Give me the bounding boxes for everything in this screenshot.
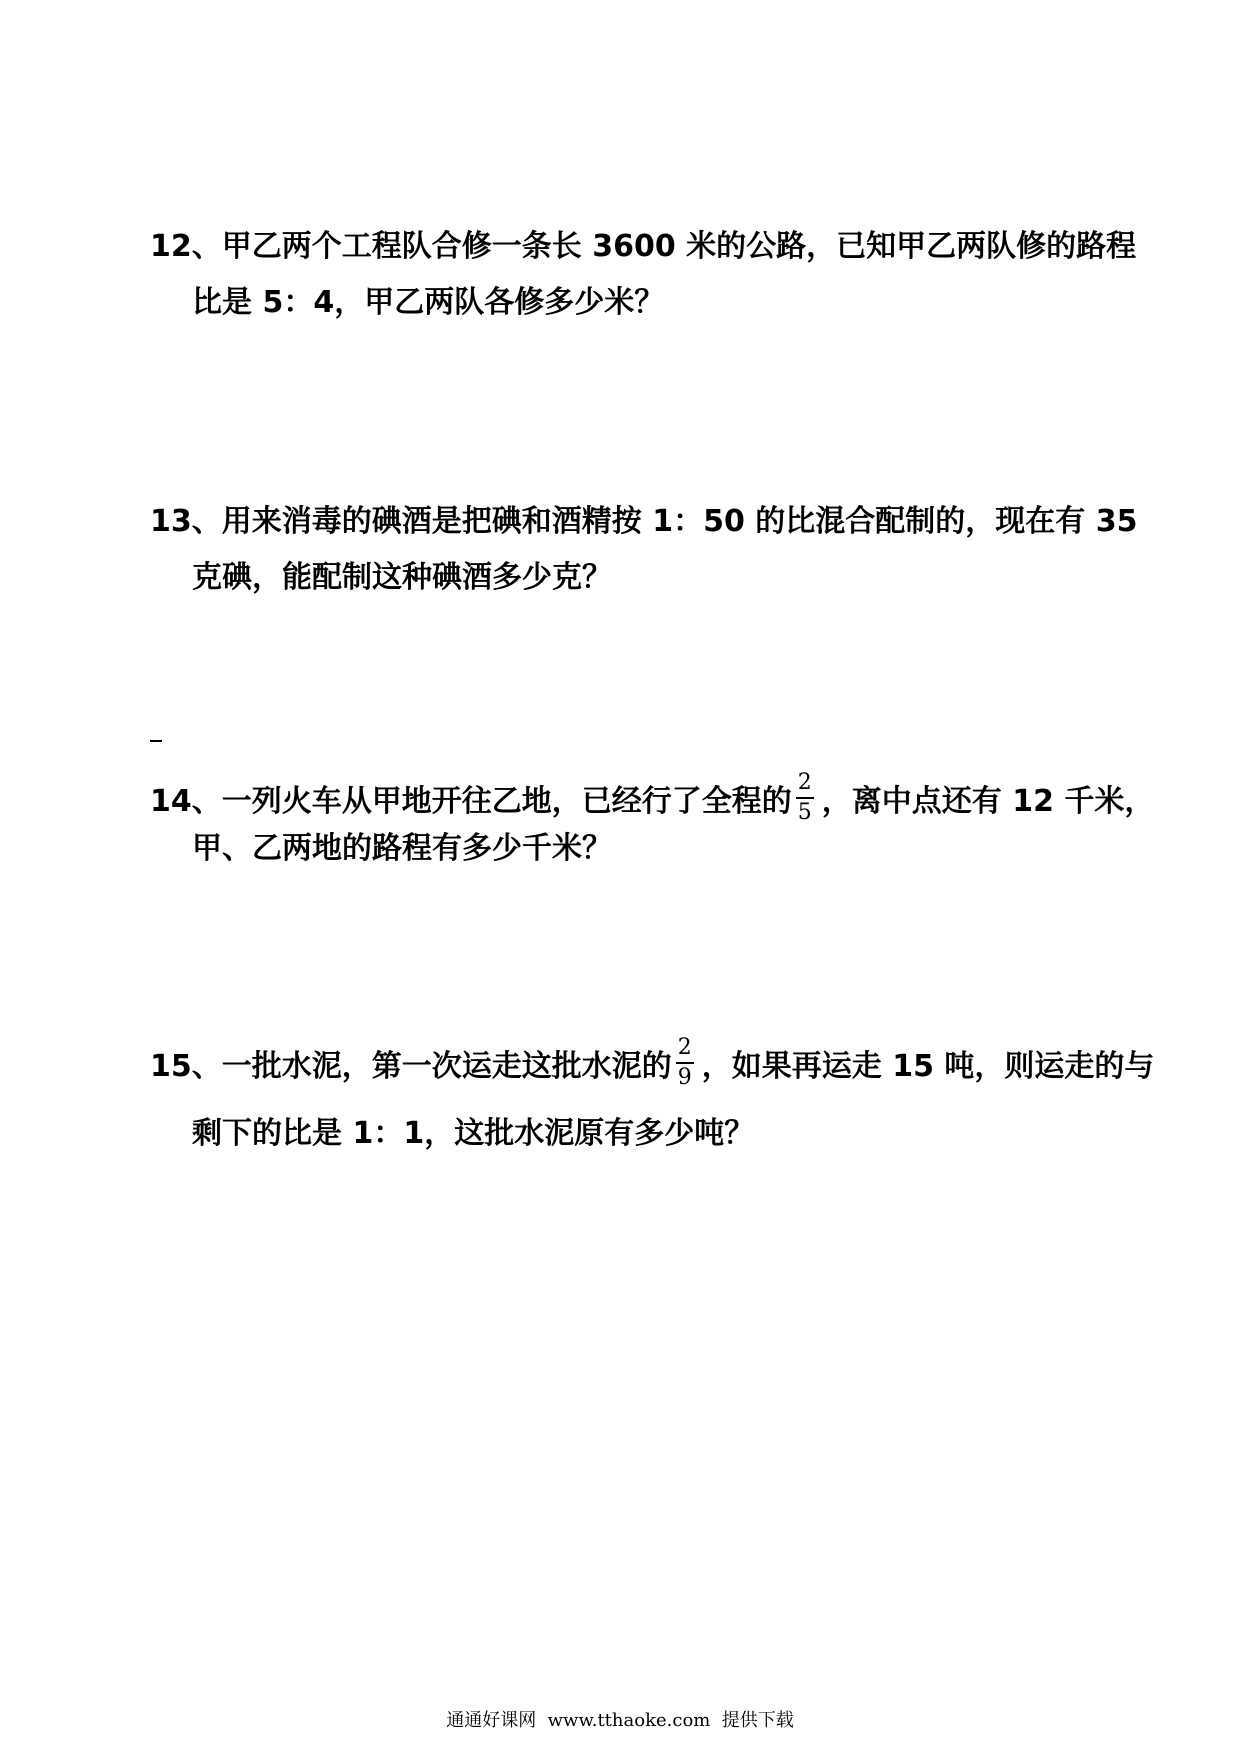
problem-12-line-1: 12、甲乙两个工程队合修一条长 3600 米的公路，已知甲乙两队修的路程 — [150, 229, 1137, 264]
fraction-two-ninths — [676, 1037, 694, 1089]
fraction-denominator: 9 — [677, 1064, 692, 1090]
problem-13-line-2: 克碘，能配制这种碘酒多少克？ — [192, 560, 612, 595]
problem-14-text-before: 14、一列火车从甲地开往乙地，已经行了全程的 — [150, 783, 792, 819]
fraction-numerator: 2 — [677, 1035, 692, 1060]
problem-15-line-1 — [150, 1035, 1155, 1093]
stray-dash-mark — [150, 740, 162, 742]
problem-14-line-2: 甲、乙两地的路程有多少千米？ — [192, 831, 612, 866]
problem-15-text-before: 15、一批水泥，第一次运走这批水泥的 — [150, 1048, 672, 1084]
problem-12-line-2: 比是 5：4，甲乙两队各修多少米？ — [192, 285, 665, 320]
fraction-numerator: 2 — [797, 770, 812, 795]
problem-15-text-after: ，如果再运走 15 吨，则运走的与 — [701, 1048, 1155, 1084]
problem-15-line-2: 剩下的比是 1：1，这批水泥原有多少吨？ — [192, 1116, 755, 1151]
fraction-two-fifths — [796, 772, 814, 824]
problem-13-line-1: 13、用来消毒的碘酒是把碘和酒精按 1：50 的比混合配制的，现在有 35 — [150, 504, 1138, 539]
page-footer: 通通好课网 www.tthaoke.com 提供下载 — [446, 1710, 794, 1731]
problem-14-text-after: ，离中点还有 12 千米， — [821, 783, 1155, 819]
problem-14-line-1 — [150, 770, 1155, 828]
fraction-denominator: 5 — [797, 799, 812, 825]
